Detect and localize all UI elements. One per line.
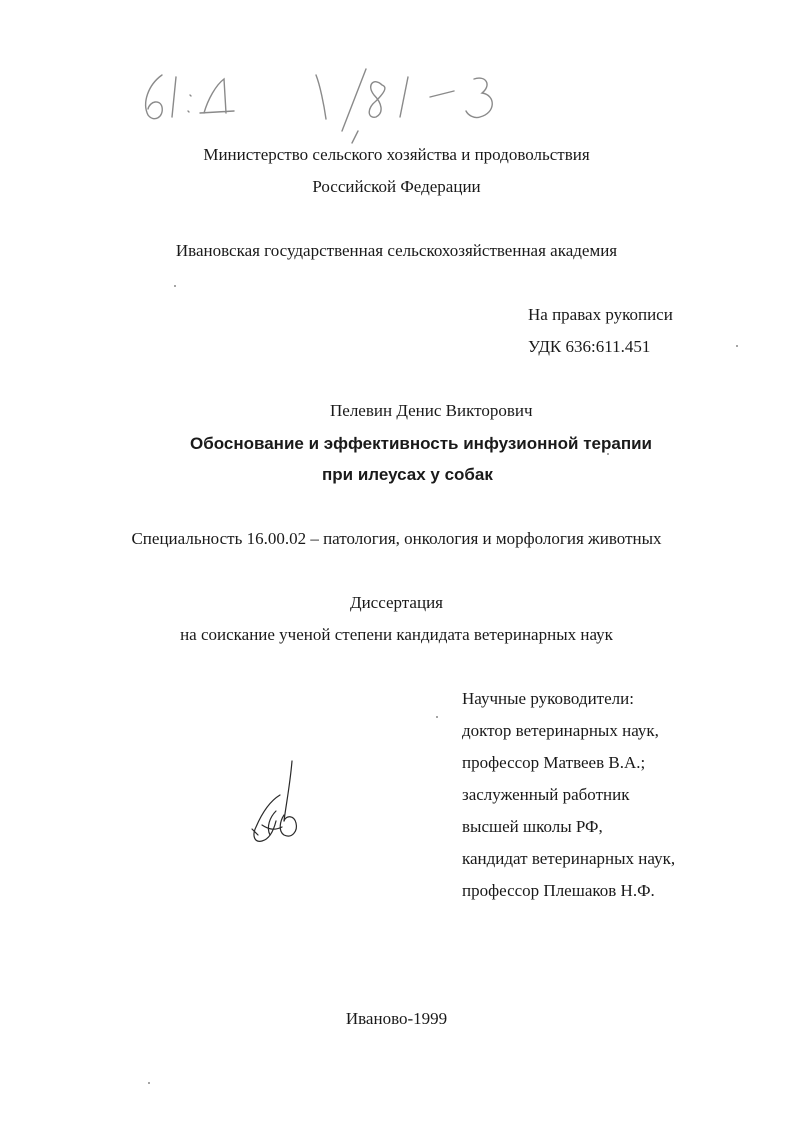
supervisor-line: профессор Плешаков Н.Ф. bbox=[462, 881, 655, 900]
supervisors-heading: Научные руководители: bbox=[462, 689, 634, 708]
supervisor-line: высшей школы РФ, bbox=[462, 817, 603, 836]
thesis-title-line-2: при илеусах у собак bbox=[322, 465, 493, 484]
ministry-name: Министерство сельского хозяйства и продовольствия bbox=[203, 145, 590, 164]
scan-speck bbox=[174, 285, 176, 287]
manuscript-rights: На правах рукописи bbox=[528, 305, 673, 324]
udk-code: УДК 636:611.451 bbox=[528, 337, 651, 356]
scan-speck bbox=[148, 1082, 150, 1084]
supervisor-line: профессор Матвеев В.А.; bbox=[462, 753, 646, 772]
handwritten-archive-number bbox=[130, 55, 530, 145]
academy-name: Ивановская государственная сельскохозяйственная академия bbox=[175, 241, 618, 260]
scan-speck bbox=[736, 345, 738, 347]
dissertation-label: Диссертация bbox=[349, 593, 443, 612]
scan-speck bbox=[436, 716, 438, 718]
supervisor-line: доктор ветеринарных наук, bbox=[462, 721, 659, 740]
signature bbox=[240, 755, 320, 855]
supervisor-line: заслуженный работник bbox=[462, 785, 630, 804]
scan-speck bbox=[607, 453, 609, 455]
federation-name: Российской Федерации bbox=[312, 177, 481, 196]
specialty: Специальность 16.00.02 – патология, онкология и морфология животных bbox=[131, 529, 662, 548]
author-name: Пелевин Денис Викторович bbox=[330, 401, 533, 420]
degree-description: на соискание ученой степени кандидата ветеринарных наук bbox=[180, 625, 613, 644]
supervisor-line: кандидат ветеринарных наук, bbox=[462, 849, 676, 868]
city-year: Иваново-1999 bbox=[345, 1009, 448, 1028]
thesis-title-line-1: Обоснование и эффективность инфузионной терапии bbox=[190, 434, 652, 453]
